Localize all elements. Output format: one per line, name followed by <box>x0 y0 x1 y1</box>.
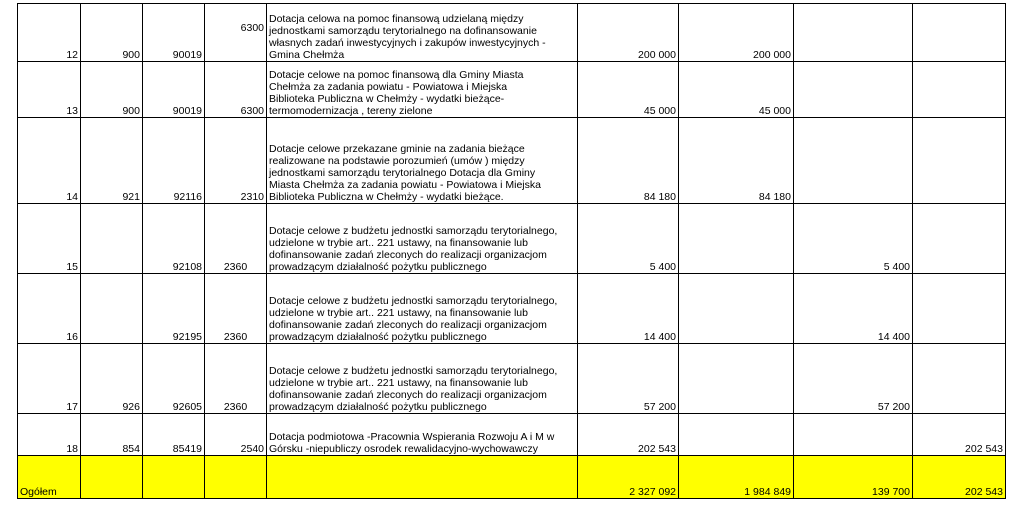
section-code: 854 <box>81 414 143 456</box>
description: Dotacje celowe z budżetu jednostki samorządu terytorialnego, udzielone w trybie art.. 221 ustawy, na finansowanie lub dofinansowanie zadań zleconych do realizacji organizacjom prowadzącym działalność pożytku publicznego <box>267 344 578 414</box>
description: Dotacja podmiotowa -Pracownia Wspierania Rozwoju A i M w Górsku -niepubliczy osrodek rewalidacyjno-wychowawczy <box>267 414 578 456</box>
row-number: 13 <box>18 62 81 118</box>
chapter-code: 92605 <box>143 344 205 414</box>
row-number: 17 <box>18 344 81 414</box>
amount-col1 <box>679 204 794 274</box>
row-number: 15 <box>18 204 81 274</box>
total-kol3: 202 543 <box>913 456 1006 499</box>
section-code: 900 <box>81 4 143 62</box>
table-row <box>18 344 1006 414</box>
amount-total: 5 400 <box>578 204 679 274</box>
description: Dotacje celowe przekazane gminie na zadania bieżące realizowane na podstawie porozumień (umów ) między jednostkami samorządu terytorialnego Dotacja dla Gminy Miasta Chełmża za zadania powiatu - Powiatowa i Miejska Biblioteka Publiczna w Chełmży - wydatki bieżące. <box>267 118 578 204</box>
paragraph-code: 6300 <box>205 62 267 118</box>
total-empty-cell <box>267 456 578 499</box>
total-ogolem: 2 327 092 <box>578 456 679 499</box>
description: Dotacje celowe na pomoc finansową dla Gminy Miasta Chełmża za zadania powiatu - Powiatowa i Miejska Biblioteka Publiczna w Chełmży - wydatki bieżące- termomodernizacja , tereny zielone <box>267 62 578 118</box>
description: Dotacje celowe z budżetu jednostki samorządu terytorialnego, udzielone w trybie art.. 221 ustawy, na finansowanie lub dofinansowanie zadań zleconych do realizacji organizacjom prowadzącym działalność pożytku publicznego <box>267 274 578 344</box>
total-empty-cell <box>143 456 205 499</box>
paragraph-code: 2360 <box>205 204 267 274</box>
amount-col2: 57 200 <box>794 344 913 414</box>
total-empty-cell <box>205 456 267 499</box>
amount-col1: 200 000 <box>679 4 794 62</box>
section-code: 926 <box>81 344 143 414</box>
section-code: 900 <box>81 62 143 118</box>
section-code: 921 <box>81 118 143 204</box>
section-code <box>81 274 143 344</box>
chapter-code: 92116 <box>143 118 205 204</box>
description: Dotacja celowa na pomoc finansową udzielaną między jednostkami samorządu terytorialnego na dofinansowanie własnych zadań inwestycyjnych i zakupów inwestycyjnych - Gmina Chełmża <box>267 4 578 62</box>
amount-total: 84 180 <box>578 118 679 204</box>
amount-col3 <box>913 274 1006 344</box>
table-row <box>18 4 1006 62</box>
chapter-code: 92195 <box>143 274 205 344</box>
paragraph-code: 2360 <box>205 274 267 344</box>
row-number: 14 <box>18 118 81 204</box>
paragraph-code: 2540 <box>205 414 267 456</box>
total-kol2: 139 700 <box>794 456 913 499</box>
amount-col2 <box>794 414 913 456</box>
total-row <box>18 456 1006 499</box>
paragraph-code: 2360 <box>205 344 267 414</box>
amount-col1 <box>679 344 794 414</box>
chapter-code: 90019 <box>143 62 205 118</box>
amount-col3: 202 543 <box>913 414 1006 456</box>
amount-col3 <box>913 62 1006 118</box>
row-number: 18 <box>18 414 81 456</box>
section-code <box>81 204 143 274</box>
table-row <box>18 62 1006 118</box>
amount-col3 <box>913 118 1006 204</box>
row-number: 12 <box>18 4 81 62</box>
amount-total: 57 200 <box>578 344 679 414</box>
amount-col2 <box>794 4 913 62</box>
amount-col3 <box>913 204 1006 274</box>
amount-col2 <box>794 62 913 118</box>
total-kol1: 1 984 849 <box>679 456 794 499</box>
chapter-code: 85419 <box>143 414 205 456</box>
amount-col2: 14 400 <box>794 274 913 344</box>
amount-col3 <box>913 344 1006 414</box>
amount-col1: 84 180 <box>679 118 794 204</box>
amount-total: 14 400 <box>578 274 679 344</box>
amount-total: 45 000 <box>578 62 679 118</box>
amount-col2 <box>794 118 913 204</box>
paragraph-code: 6300 <box>205 4 267 62</box>
row-number: 16 <box>18 274 81 344</box>
amount-total: 202 543 <box>578 414 679 456</box>
amount-col2: 5 400 <box>794 204 913 274</box>
chapter-code: 90019 <box>143 4 205 62</box>
table-body <box>18 4 1006 456</box>
table-row <box>18 414 1006 456</box>
table-row <box>18 118 1006 204</box>
amount-col1: 45 000 <box>679 62 794 118</box>
table-row <box>18 204 1006 274</box>
amount-col3 <box>913 4 1006 62</box>
total-empty-cell <box>81 456 143 499</box>
amount-col1 <box>679 414 794 456</box>
paragraph-code: 2310 <box>205 118 267 204</box>
budget-table <box>17 3 1006 499</box>
amount-total: 200 000 <box>578 4 679 62</box>
table-row <box>18 274 1006 344</box>
amount-col1 <box>679 274 794 344</box>
total-label: Ogółem <box>18 456 81 499</box>
chapter-code: 92108 <box>143 204 205 274</box>
description: Dotacje celowe z budżetu jednostki samorządu terytorialnego, udzielone w trybie art.. 221 ustawy, na finansowanie lub dofinansowanie zadań zleconych do realizacji organizacjom prowadzącym działalność pożytku publicznego <box>267 204 578 274</box>
